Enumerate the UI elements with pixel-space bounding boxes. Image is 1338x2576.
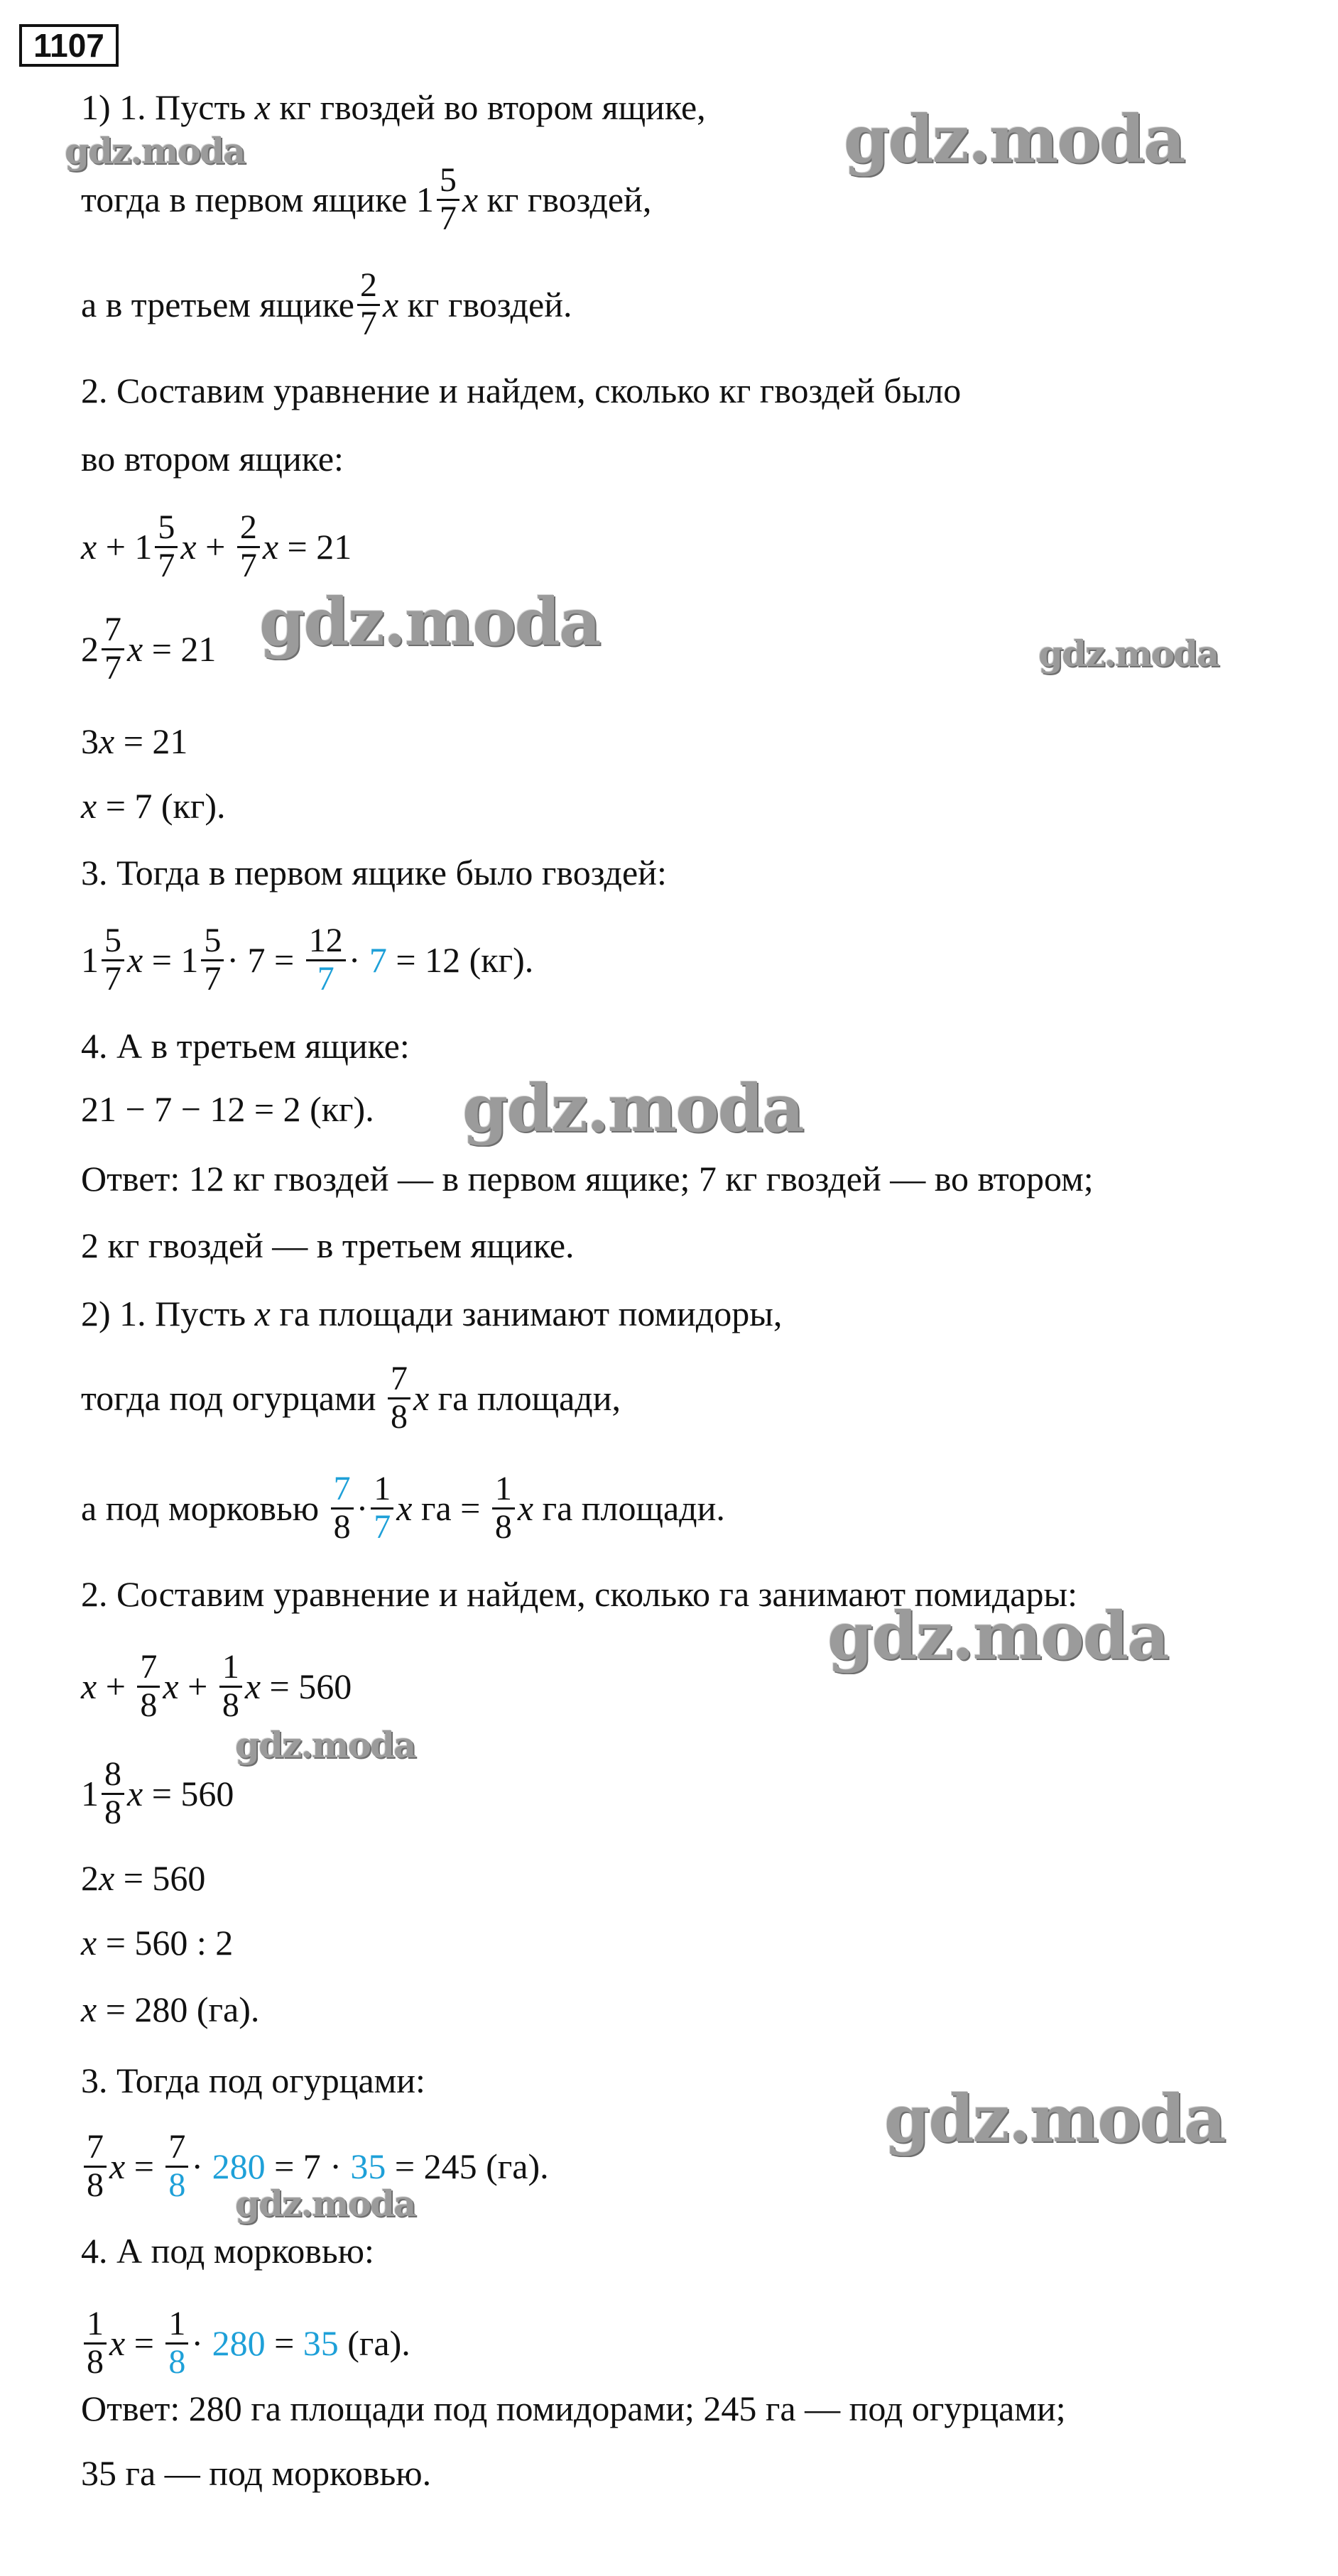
solution-line: [81, 1150, 1094, 1207]
fraction-denominator: 8: [494, 1507, 512, 1546]
solution-line: [81, 79, 706, 136]
text-segment: =: [125, 2146, 163, 2186]
fraction-numerator: 7: [84, 2129, 107, 2167]
variable: x: [81, 1923, 97, 1963]
text-segment: 2 кг гвоздей — в третьем ящике.: [81, 1226, 575, 1265]
solution-line: [81, 611, 217, 687]
highlighted-number: 35: [350, 2146, 386, 2186]
solution-line: [81, 1217, 575, 1274]
watermark-logo: gdz.moda: [827, 1598, 1168, 1674]
text-segment: 3. Тогда в первом ящике было гвоздей:: [81, 853, 667, 893]
fraction: [492, 1471, 515, 1545]
text-segment: кг гвоздей.: [398, 285, 572, 324]
text-segment: = 7 (кг).: [97, 786, 226, 826]
text-segment: ·: [348, 940, 369, 980]
fraction-denominator: 7: [104, 959, 121, 998]
solution-line: [81, 922, 534, 998]
fraction-denominator: 7: [359, 304, 377, 342]
text-segment: 35 га — под морковью.: [81, 2453, 432, 2493]
fraction: [371, 1471, 393, 1545]
fraction: [102, 1757, 124, 1830]
text-segment: Ответ: 12 кг гвоздей — в первом ящике; 7 кг гвоздей — во втором;: [81, 1159, 1094, 1199]
fraction-numerator: 7: [331, 1471, 354, 1509]
solution-line: [81, 1981, 259, 2038]
text-segment: = 280 (га).: [97, 1990, 260, 2029]
text-segment: а в третьем ящике: [81, 285, 354, 324]
highlighted-number: 7: [369, 940, 387, 980]
highlighted-number: 35: [303, 2323, 339, 2363]
fraction-numerator: 7: [137, 1649, 160, 1687]
solution-line: [81, 1850, 205, 1906]
solution-line: [81, 1470, 725, 1546]
variable: x: [396, 1488, 413, 1528]
fraction-denominator: 8: [168, 2342, 186, 2381]
solution-line: [81, 713, 187, 770]
fraction-numerator: 7: [102, 612, 124, 650]
text-segment: 2. Составим уравнение и найдем, сколько кг гвоздей было: [81, 371, 962, 410]
fraction: [84, 2129, 107, 2203]
fraction-denominator: 7: [374, 1507, 391, 1546]
variable: x: [254, 1294, 271, 1333]
variable: x: [254, 87, 271, 127]
text-segment: га площади.: [533, 1488, 725, 1528]
fraction-denominator: 8: [87, 2342, 104, 2381]
fraction: [84, 2306, 107, 2380]
text-segment: = 245 (га).: [386, 2146, 549, 2186]
variable: x: [382, 285, 399, 324]
text-segment: а под морковью: [81, 1488, 328, 1528]
fraction-denominator: 7: [317, 959, 334, 998]
solution-line: [81, 2222, 374, 2279]
fraction: [137, 1649, 160, 1723]
text-segment: тогда под огурцами: [81, 1378, 385, 1418]
fraction: [306, 923, 346, 997]
fraction-numerator: 1: [165, 2306, 188, 2344]
text-segment: 4. А под морковью:: [81, 2231, 374, 2271]
text-segment: 1: [81, 940, 99, 980]
solution-line: [81, 1360, 621, 1436]
fraction: [331, 1471, 354, 1545]
text-segment: 3: [81, 721, 99, 761]
solution-line: [81, 1285, 782, 1342]
variable: x: [262, 527, 279, 567]
text-segment: Ответ: 280 га площади под помидорами; 245 га — под огурцами;: [81, 2389, 1066, 2428]
fraction-denominator: 8: [222, 1686, 239, 1724]
text-segment: =: [125, 2323, 163, 2363]
solution-line: [81, 1755, 234, 1831]
text-segment: = 560: [261, 1666, 352, 1706]
solution-line: [81, 430, 344, 487]
task-number: 1107: [19, 24, 119, 67]
fraction-numerator: 2: [237, 510, 260, 547]
text-segment: = 21: [143, 629, 217, 669]
text-segment: 2) 1. Пусть: [81, 1294, 255, 1333]
text-segment: = 560: [114, 1858, 206, 1898]
fraction-numerator: 5: [201, 923, 224, 961]
watermark-logo: gdz.moda: [235, 2183, 415, 2225]
fraction-denominator: 7: [239, 546, 257, 584]
text-segment: + 1: [97, 527, 153, 567]
fraction-denominator: 7: [204, 959, 222, 998]
variable: x: [109, 2146, 126, 2186]
fraction: [201, 923, 224, 997]
fraction: [237, 510, 260, 584]
text-segment: = 560 : 2: [97, 1923, 234, 1963]
solution-line: [81, 844, 667, 901]
variable: x: [81, 786, 97, 826]
text-segment: га площади занимают помидоры,: [270, 1294, 783, 1333]
fraction-denominator: 8: [333, 1507, 351, 1546]
fraction-denominator: 8: [390, 1397, 408, 1436]
text-segment: ·: [191, 2323, 212, 2363]
fraction-denominator: 7: [439, 199, 457, 237]
variable: x: [244, 1666, 261, 1706]
solution-line: [81, 161, 652, 237]
fraction: [155, 510, 178, 584]
variable: x: [99, 1858, 115, 1898]
highlighted-number: 280: [212, 2323, 266, 2363]
variable: x: [81, 1666, 97, 1706]
text-segment: = 21: [114, 721, 188, 761]
text-segment: 1) 1. Пусть: [81, 87, 255, 127]
variable: x: [81, 1990, 97, 2029]
fraction-numerator: 2: [357, 268, 380, 305]
text-segment: га =: [412, 1488, 489, 1528]
watermark-logo: gdz.moda: [462, 1070, 803, 1147]
watermark-logo: gdz.moda: [259, 584, 600, 660]
text-segment: 4. А в третьем ящике:: [81, 1026, 410, 1066]
text-segment: (га).: [338, 2323, 410, 2363]
text-segment: +: [178, 1666, 217, 1706]
variable: x: [462, 180, 479, 219]
text-segment: 2: [81, 1858, 99, 1898]
text-segment: = 12 (кг).: [386, 940, 534, 980]
text-segment: 3. Тогда под огурцами:: [81, 2061, 425, 2100]
variable: x: [99, 721, 115, 761]
text-segment: · 7 =: [227, 940, 303, 980]
text-segment: 2: [81, 629, 99, 669]
text-segment: ·: [191, 2146, 212, 2186]
fraction-denominator: 8: [87, 2166, 104, 2204]
fraction-numerator: 1: [219, 1649, 242, 1687]
solution-line: [81, 1648, 352, 1724]
fraction: [388, 1361, 410, 1435]
fraction-numerator: 5: [155, 510, 178, 547]
text-segment: 1: [81, 1774, 99, 1813]
fraction-numerator: 1: [371, 1471, 393, 1509]
watermark-logo: gdz.moda: [235, 1724, 415, 1766]
fraction-numerator: 1: [492, 1471, 515, 1509]
solution-line: [81, 1017, 410, 1074]
text-segment: +: [97, 1666, 135, 1706]
text-segment: = 1: [143, 940, 199, 980]
fraction-numerator: 5: [437, 163, 459, 200]
solution-line: [81, 2305, 410, 2381]
watermark-logo: gdz.moda: [1038, 633, 1219, 675]
highlighted-number: 280: [212, 2146, 266, 2186]
solution-line: [81, 362, 961, 419]
text-segment: га площади,: [429, 1378, 621, 1418]
solution-line: [81, 266, 572, 342]
fraction: [102, 612, 124, 686]
fraction-numerator: 12: [306, 923, 346, 961]
fraction: [165, 2129, 188, 2203]
watermark-logo: gdz.moda: [884, 2080, 1225, 2157]
text-segment: ·: [356, 1488, 369, 1528]
fraction: [165, 2306, 188, 2380]
text-segment: = 21: [278, 527, 352, 567]
fraction-numerator: 7: [165, 2129, 188, 2167]
variable: x: [127, 1774, 143, 1813]
text-segment: тогда в первом ящике 1: [81, 180, 434, 219]
solution-line: [81, 1914, 233, 1971]
variable: x: [109, 2323, 126, 2363]
solution-line: [81, 777, 226, 834]
text-segment: кг гвоздей,: [478, 180, 652, 219]
variable: x: [127, 940, 143, 980]
text-segment: 21 − 7 − 12 = 2 (кг).: [81, 1089, 374, 1129]
solution-line: [81, 2052, 425, 2109]
variable: x: [127, 629, 143, 669]
solution-line: [81, 2445, 431, 2501]
fraction-numerator: 1: [84, 2306, 107, 2344]
solution-line: [81, 2380, 1066, 2437]
variable: x: [163, 1666, 179, 1706]
fraction-denominator: 8: [104, 1793, 121, 1831]
variable: x: [517, 1488, 534, 1528]
text-segment: =: [265, 2323, 303, 2363]
fraction: [219, 1649, 242, 1723]
watermark-logo: gdz.moda: [844, 101, 1185, 178]
text-segment: +: [196, 527, 234, 567]
solution-line: [81, 1081, 374, 1137]
fraction-numerator: 7: [388, 1361, 410, 1399]
variable: x: [180, 527, 197, 567]
solution-line: [81, 508, 352, 584]
text-segment: во втором ящике:: [81, 439, 344, 479]
fraction-denominator: 8: [140, 1686, 158, 1724]
variable: x: [413, 1378, 430, 1418]
text-segment: 2. Составим уравнение и найдем, сколько га занимают помидары:: [81, 1574, 1077, 1614]
fraction: [357, 268, 380, 342]
fraction-numerator: 5: [102, 923, 124, 961]
fraction-denominator: 7: [104, 648, 121, 687]
watermark-logo: gdz.moda: [65, 130, 245, 172]
fraction-numerator: 8: [102, 1757, 124, 1794]
fraction-denominator: 7: [158, 546, 175, 584]
text-segment: кг гвоздей во втором ящике,: [270, 87, 706, 127]
text-segment: = 7 ·: [265, 2146, 351, 2186]
text-segment: = 560: [143, 1774, 234, 1813]
variable: x: [81, 527, 97, 567]
fraction-denominator: 8: [168, 2166, 186, 2204]
fraction: [102, 923, 124, 997]
fraction: [437, 163, 459, 236]
